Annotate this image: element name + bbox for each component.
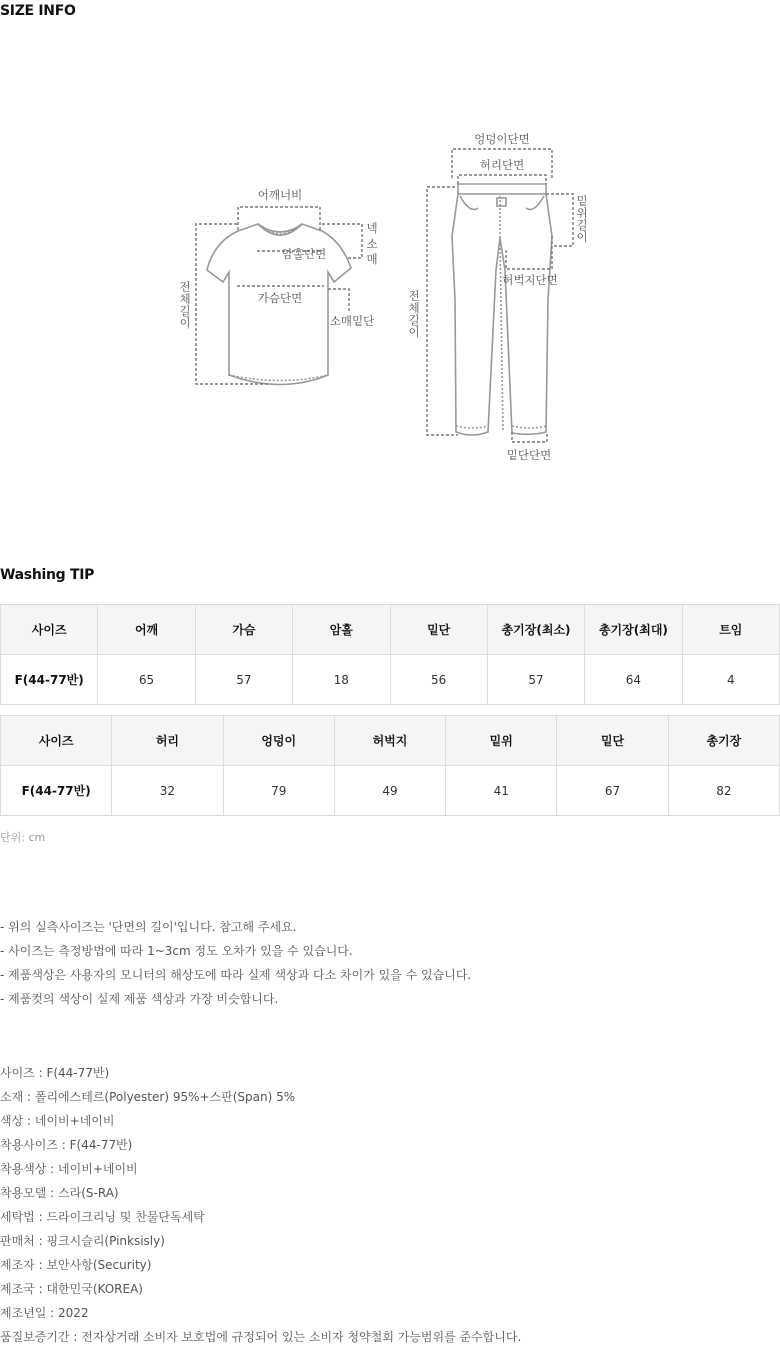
spec-line: 착용사이즈 : F(44-77반) [0,1138,133,1152]
spec-line: 소재 : 폴리에스테르(Polyester) 95%+스판(Span) 5% [0,1090,296,1104]
label-rise-4: 이 [576,230,588,244]
note-line: - 위의 실측사이즈는 '단면의 길이'입니다. 참고해 주세요. [0,920,297,934]
label-armhole: 암홀단면 [281,247,327,261]
header-cell: 밑단 [557,716,668,766]
label-rise-2: 위 [576,206,588,220]
spec-line: 품질보증기간 : 전자상거래 소비자 보호법에 규정되어 있는 소비자 청약철회 가능범위를 준수합니다. [0,1330,522,1344]
table-cell: F(44-77반) [1,766,112,816]
spec-line: 제조국 : 대한민국(KOREA) [0,1282,143,1296]
table-cell: 82 [668,766,779,816]
table-header-row [1,716,780,766]
table-row [1,766,780,816]
note-line: - 사이즈는 측정방법에 따라 1~3cm 정도 오차가 있을 수 있습니다. [0,944,353,958]
header-cell: 엉덩이 [223,716,334,766]
header-cell: 밑위 [446,716,557,766]
spec-line: 판매처 : 핑크시슬리(Pinksisly) [0,1234,165,1248]
table-cell: 67 [557,766,668,816]
spec-line: 제조자 : 보안사항(Security) [0,1258,152,1272]
header-cell: 사이즈 [1,716,112,766]
size-info-title: SIZE INFO [0,3,76,19]
header-cell: 허벅지 [334,716,445,766]
table-header-row [1,605,780,655]
bottom-size-table [0,715,780,816]
table-cell: 41 [446,766,557,816]
spec-line: 사이즈 : F(44-77반) [0,1066,110,1080]
table-cell: 32 [112,766,223,816]
header-cell: 사이즈 [1,605,98,655]
washing-tip-title: Washing TIP [0,567,95,583]
table-cell: 64 [585,655,682,705]
header-cell: 밑단 [390,605,487,655]
spec-line: 착용색상 : 네이비+네이비 [0,1162,138,1176]
label-rise-3: 길 [576,218,588,232]
label-pants-length-1: 전 [408,289,420,303]
note-line: - 제품컷의 색상이 실제 제품 색상과 가장 비슷합니다. [0,992,279,1006]
unit-label: 단위: cm [0,831,46,844]
label-hip: 엉덩이단면 [474,132,530,146]
label-rise-1: 밑 [576,194,588,208]
note-line: - 제품색상은 사용자의 모니터의 해상도에 따라 실제 색상과 다소 차이가 있을 수 있습니다. [0,968,472,982]
table-cell: 65 [98,655,195,705]
header-cell: 허리 [112,716,223,766]
header-cell: 트임 [682,605,779,655]
label-neck-sleeve-3: 매 [366,252,378,266]
spec-line: 착용모델 : 스라(S-RA) [0,1186,119,1200]
header-cell: 총기장(최소) [487,605,584,655]
label-shoulder: 어깨너비 [257,188,303,202]
table-cell: 57 [195,655,292,705]
label-pants-length-2: 체 [408,301,420,315]
spec-line: 세탁법 : 드라이크리닝 및 찬물단독세탁 [0,1210,205,1224]
label-chest: 가슴단면 [257,291,303,305]
label-pants-length-3: 길 [408,313,420,327]
label-sleeve-hem: 소매밑단 [329,314,375,328]
spec-line: 색상 : 네이비+네이비 [0,1114,115,1128]
label-top-length-1: 전 [179,280,191,294]
top-size-table [0,604,780,705]
pants-drawing [452,184,552,435]
table-cell: 18 [293,655,390,705]
label-top-length-2: 체 [179,292,191,306]
header-cell: 어깨 [98,605,195,655]
table-cell: F(44-77반) [1,655,98,705]
size-notes [0,915,471,1011]
table-cell: 4 [682,655,779,705]
header-cell: 암홀 [293,605,390,655]
table-cell: 49 [334,766,445,816]
label-thigh: 허벅지단면 [502,273,558,287]
header-cell: 총기장(최대) [585,605,682,655]
header-cell: 가슴 [195,605,292,655]
label-top-length-4: 이 [179,316,191,330]
size-diagram [0,0,780,540]
table-row [1,655,780,705]
label-neck-sleeve-1: 넥 [366,221,378,235]
label-waist: 허리단면 [479,158,525,172]
label-hem: 밑단단면 [506,448,552,462]
spec-line: 제조년일 : 2022 [0,1306,89,1320]
label-neck-sleeve-2: 소 [366,237,378,251]
product-specs [0,1061,521,1349]
label-top-length-3: 길 [179,304,191,318]
header-cell: 총기장 [668,716,779,766]
table-cell: 56 [390,655,487,705]
label-pants-length-4: 이 [408,325,420,339]
table-cell: 79 [223,766,334,816]
table-cell: 57 [487,655,584,705]
